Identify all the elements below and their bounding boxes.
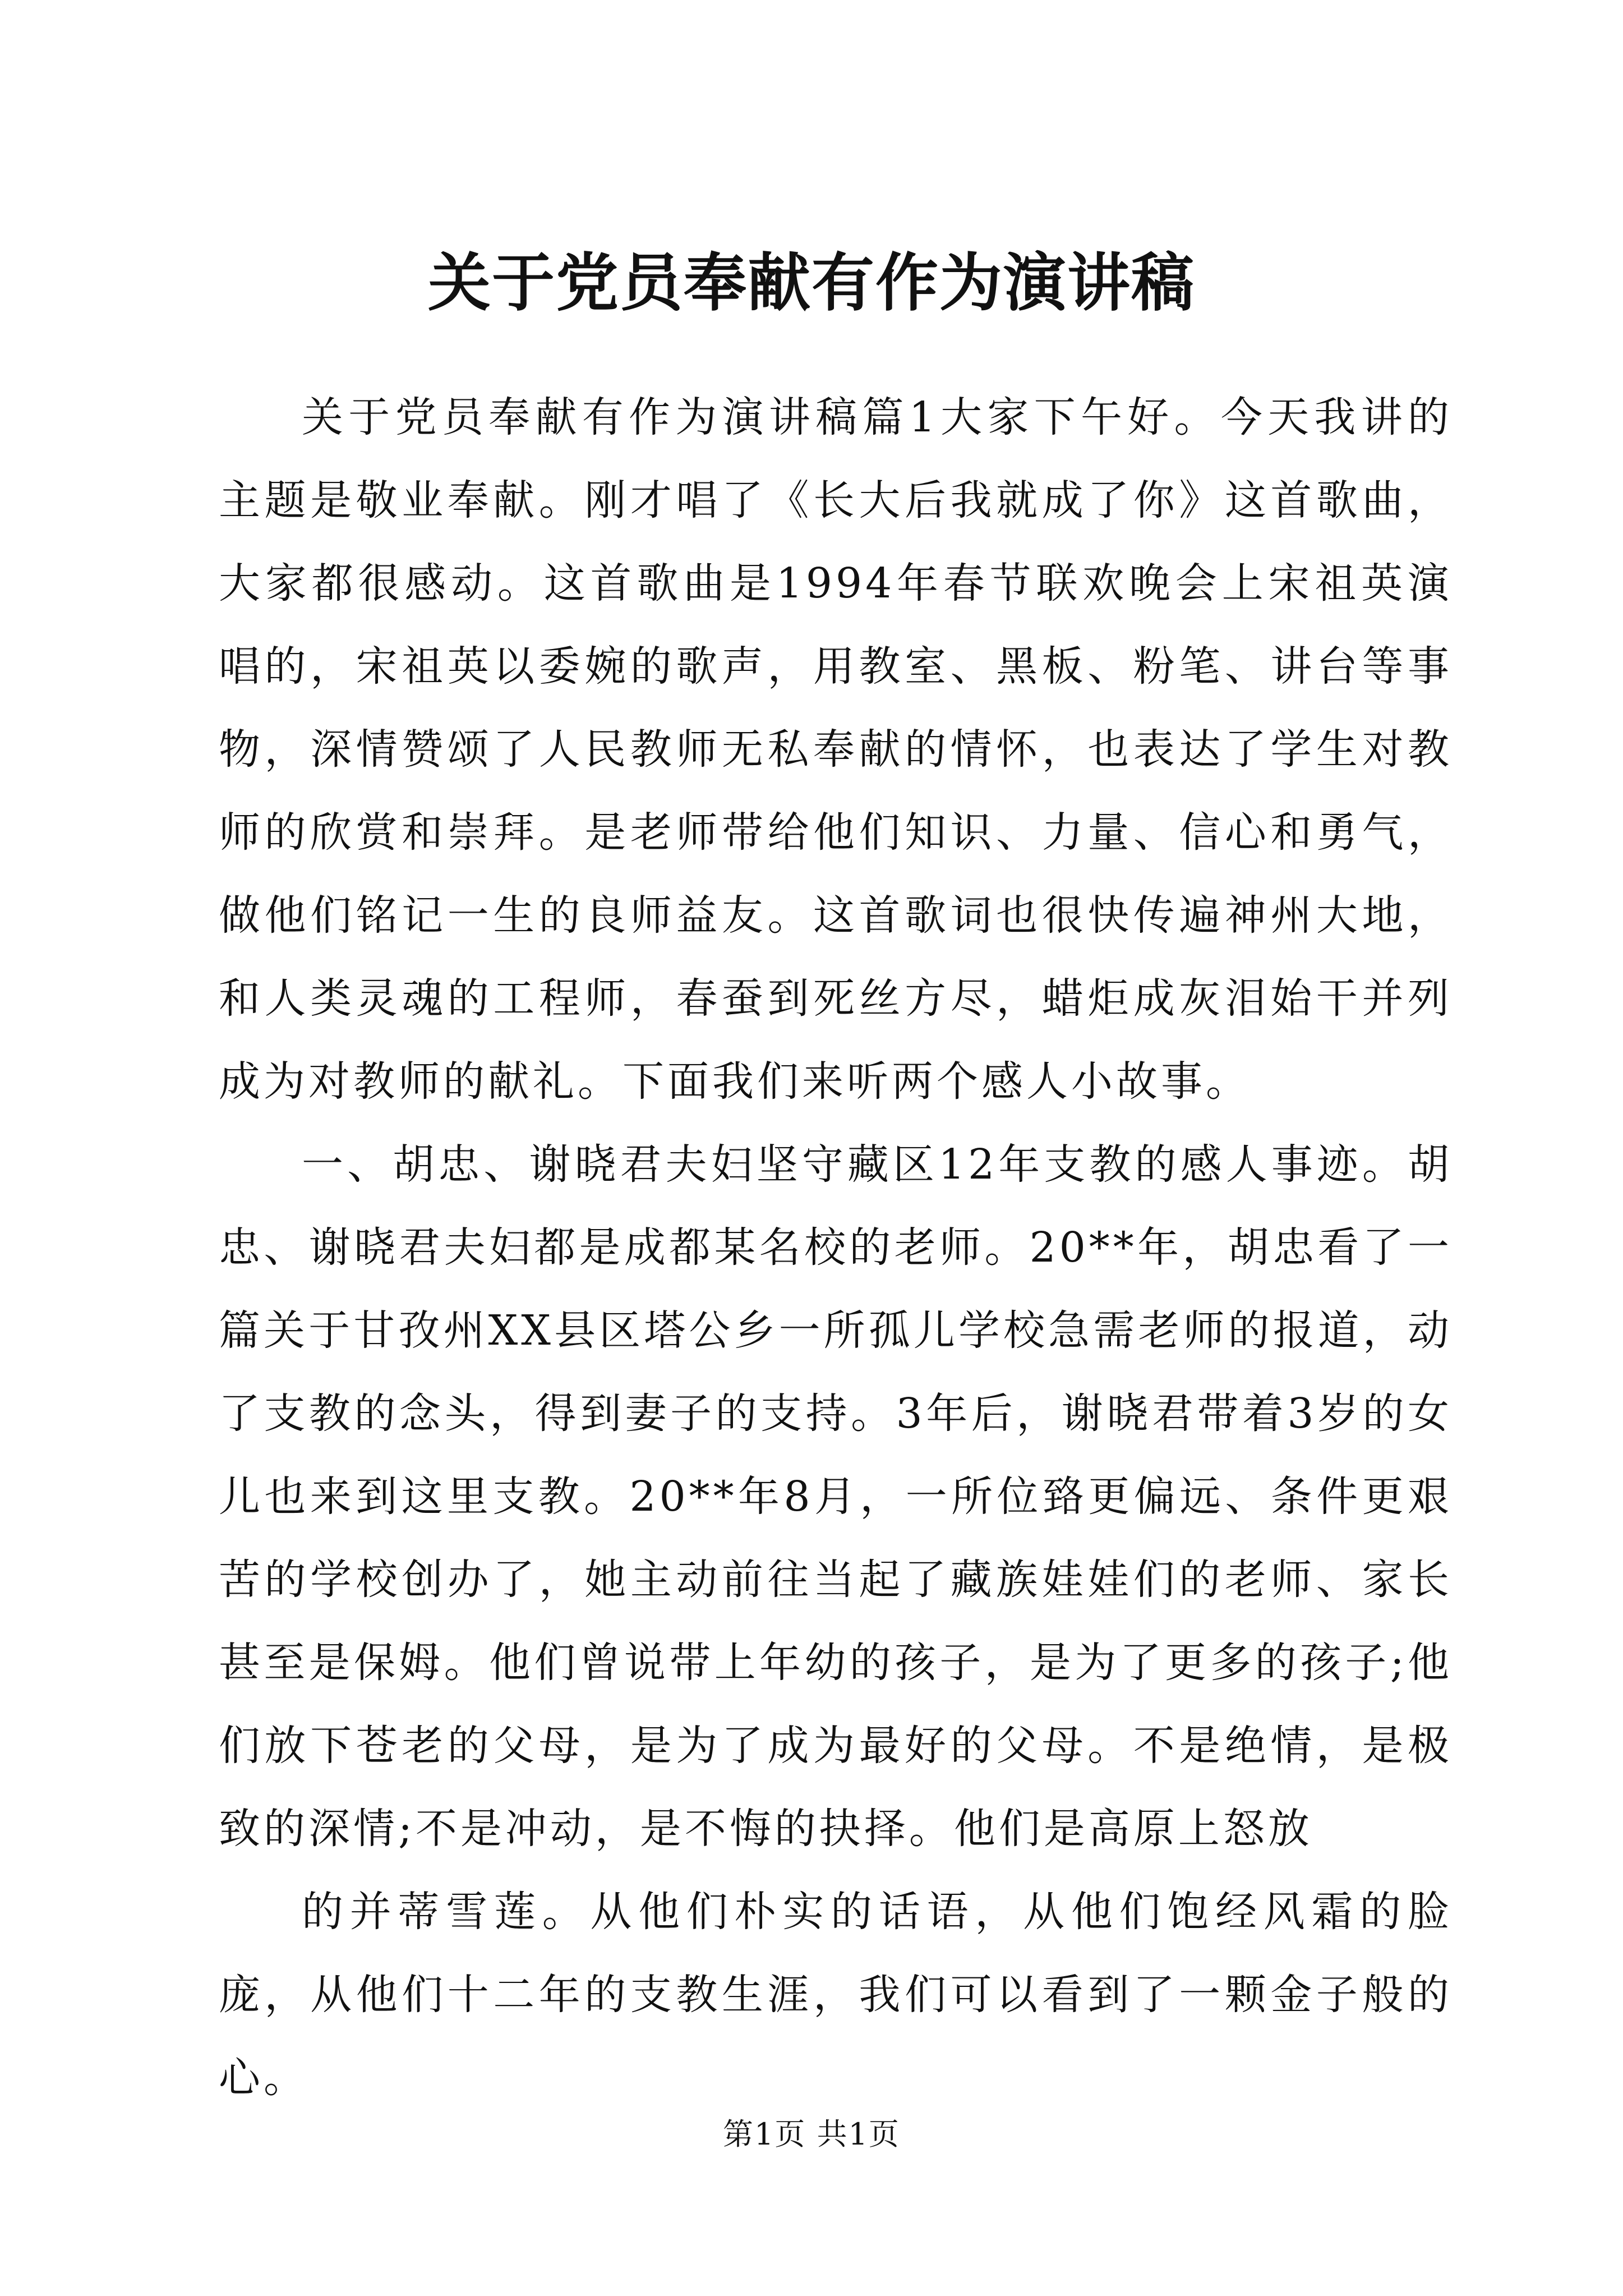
page-footer: 第1页 共1页 xyxy=(723,2116,900,2152)
document-title: 关于党员奉献有作为演讲稿 xyxy=(428,246,1195,320)
paragraph-3: 的并蒂雪莲。从他们朴实的话语，从他们饱经风霜的脸庞，从他们十二年的支教生涯，我们可以看到了一颗金子般的心。 xyxy=(219,1888,1453,2102)
paragraph-1: 关于党员奉献有作为演讲稿篇1大家下午好。今天我讲的主题是敬业奉献。刚才唱了《长大后我就成了你》这首歌曲，大家都很感动。这首歌曲是1994年春节联欢晚会上宋祖英演唱的，宋祖英以委婉的歌声，用教室、黑板、粉笔、讲台等事物，深情赞颂了人民教师无私奉献的情怀，也表达了学生对教师的欣赏和崇拜。是老师带给他们知识、力量、信心和勇气，做他们铭记一生的良师益友。这首歌词也很快传遍神州大地，和人类灵魂的工程师，春蚕到死丝方尽，蜡炬成灰泪始干并列成为对教师的献礼。下面我们来听两个感人小故事。 xyxy=(219,393,1453,1106)
document-body xyxy=(219,376,1453,2119)
paragraph-2: 一、胡忠、谢晓君夫妇坚守藏区12年支教的感人事迹。胡忠、谢晓君夫妇都是成都某名校的老师。20**年，胡忠看了一篇关于甘孜州XX县区塔公乡一所孤儿学校急需老师的报道，动了支教的念头，得到妻子的支持。3年后，谢晓君带着3岁的女儿也来到这里支教。20**年8月，一所位臵更偏远、条件更艰苦的学校创办了，她主动前往当起了藏族娃娃们的老师、家长甚至是保姆。他们曾说带上年幼的孩子，是为了更多的孩子;他们放下苍老的父母，是为了成为最好的父母。不是绝情，是极致的深情;不是冲动，是不悔的抉择。他们是高原上怒放 xyxy=(219,1140,1453,1853)
